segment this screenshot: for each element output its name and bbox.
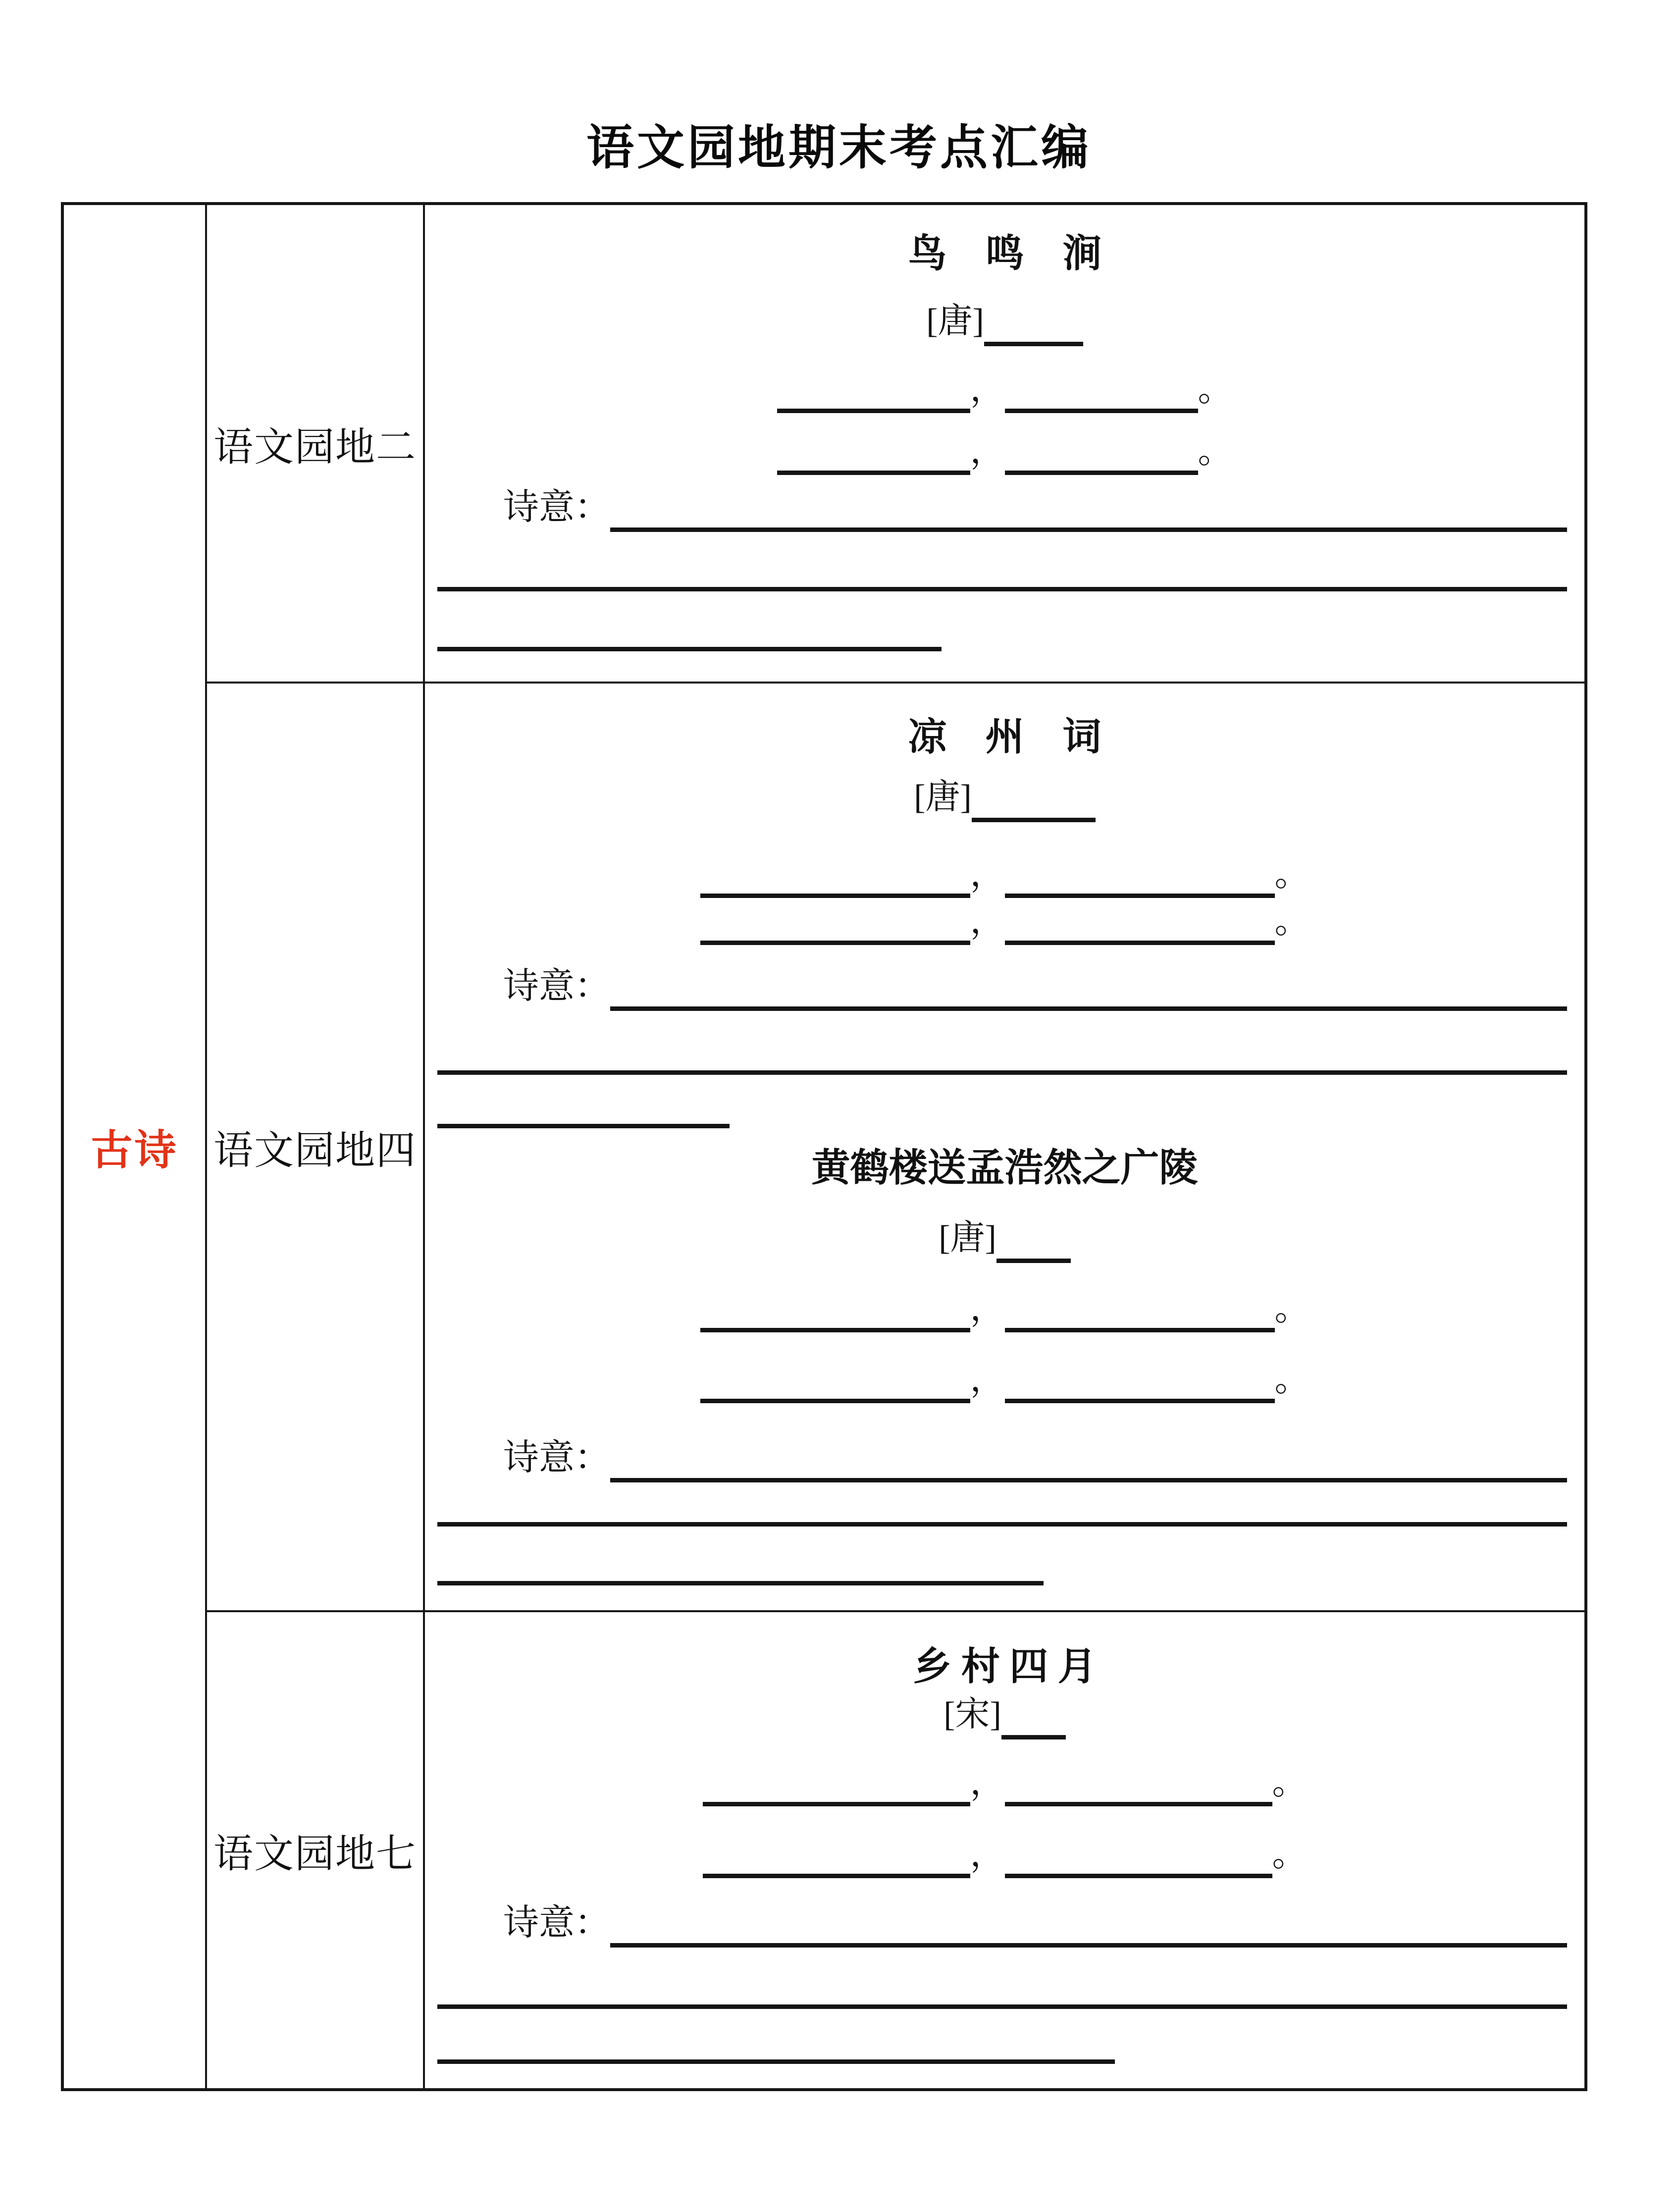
verse-line-2 — [425, 428, 1584, 475]
author-blank-field[interactable] — [996, 1228, 1071, 1263]
category-label: 古诗 — [91, 1127, 178, 1174]
verse-blank-field[interactable] — [700, 863, 970, 898]
verse-line-1 — [425, 1285, 1584, 1332]
answer-line-short[interactable] — [437, 1581, 1044, 1585]
meaning-blank-line[interactable] — [610, 1478, 1567, 1482]
period: 。 — [1274, 855, 1310, 894]
verse-line-1 — [425, 366, 1584, 413]
verse-line-1 — [425, 1759, 1584, 1806]
verse-blank-field[interactable] — [703, 1843, 970, 1878]
verse-blank-field[interactable] — [1005, 1771, 1272, 1806]
verse-blank-field[interactable] — [700, 1368, 970, 1403]
poem-author-line — [425, 773, 1584, 822]
answer-line-full[interactable] — [437, 1070, 1567, 1075]
poem-author-line — [425, 297, 1584, 346]
poem-title: 乡 村 四 月 — [913, 1645, 1097, 1688]
poem-title: 鸟 鸣 涧 — [908, 232, 1101, 275]
verse-blank-field[interactable] — [700, 1297, 970, 1332]
answer-line-full[interactable] — [437, 1522, 1567, 1527]
comma: ， — [970, 855, 1005, 894]
unit-cell-yuwenyuandi-7 — [207, 1612, 425, 2088]
meaning-label: 诗意： — [503, 966, 611, 1006]
verse-line-2 — [425, 1831, 1584, 1878]
author-blank-field[interactable] — [984, 311, 1083, 346]
comma: ， — [970, 370, 1005, 409]
comma: ， — [970, 902, 1005, 941]
poem-title: 黄鹤楼送孟浩然之广陵 — [811, 1146, 1198, 1189]
poem-title: 凉 州 词 — [908, 715, 1101, 758]
worksheet-table — [61, 202, 1587, 2091]
answer-line-short[interactable] — [437, 1124, 730, 1128]
dynasty-label: [唐] — [939, 1219, 996, 1257]
unit-cell-yuwenyuandi-2 — [207, 205, 425, 684]
comma: ， — [970, 1836, 1005, 1874]
poem-block-xiangcunsiyue — [425, 1643, 1584, 2064]
verse-blank-field[interactable] — [1005, 910, 1275, 945]
meaning-line — [425, 482, 1567, 532]
answer-line-short[interactable] — [437, 2059, 1115, 2064]
poem-block-huanghelou — [425, 1144, 1584, 1585]
meaning-line — [425, 1898, 1567, 1948]
content-cell-row1 — [425, 205, 1584, 684]
comma: ， — [970, 432, 1005, 471]
comma: ， — [970, 1290, 1005, 1328]
answer-line-short[interactable] — [437, 647, 942, 651]
page-title: 语文园地期末考点汇编 — [586, 121, 1092, 174]
author-blank-field[interactable] — [972, 787, 1096, 822]
meaning-label: 诗意： — [503, 487, 611, 527]
comma: ， — [970, 1764, 1005, 1802]
meaning-blank-line[interactable] — [610, 1006, 1567, 1011]
period: 。 — [1274, 902, 1310, 941]
verse-line-2 — [425, 898, 1584, 945]
meaning-label: 诗意： — [503, 1903, 611, 1943]
comma: ， — [970, 1361, 1005, 1399]
content-cell-row3 — [425, 1612, 1584, 2088]
verse-blank-field[interactable] — [1005, 1843, 1272, 1878]
meaning-blank-line[interactable] — [610, 1943, 1567, 1948]
verse-blank-field[interactable] — [777, 378, 970, 413]
verse-blank-field[interactable] — [1005, 440, 1198, 475]
category-cell — [64, 205, 207, 2088]
verse-blank-field[interactable] — [703, 1771, 970, 1806]
poem-author-line — [425, 1213, 1584, 1263]
verse-blank-field[interactable] — [1005, 863, 1275, 898]
period: 。 — [1198, 370, 1233, 409]
verse-blank-field[interactable] — [1005, 378, 1198, 413]
poem-author-line — [425, 1690, 1584, 1739]
verse-blank-field[interactable] — [700, 910, 970, 945]
period: 。 — [1274, 1290, 1310, 1328]
verse-blank-field[interactable] — [1005, 1368, 1275, 1403]
meaning-label: 诗意： — [503, 1438, 611, 1477]
period: 。 — [1198, 432, 1233, 471]
content-cell-row2 — [425, 684, 1584, 1612]
verse-line-2 — [425, 1356, 1584, 1403]
meaning-line — [425, 961, 1567, 1011]
unit-label: 语文园地七 — [213, 1833, 417, 1876]
verse-line-1 — [425, 851, 1584, 898]
unit-label: 语文园地二 — [213, 425, 417, 470]
meaning-blank-line[interactable] — [610, 527, 1567, 532]
poem-block-niaomingjian — [425, 230, 1584, 651]
meaning-line — [425, 1433, 1567, 1482]
answer-line-full[interactable] — [437, 587, 1567, 591]
period: 。 — [1272, 1764, 1307, 1802]
dynasty-label: [唐] — [926, 302, 984, 340]
period: 。 — [1274, 1361, 1310, 1399]
answer-line-full[interactable] — [437, 2004, 1567, 2009]
verse-blank-field[interactable] — [777, 440, 970, 475]
unit-cell-yuwenyuandi-4 — [207, 684, 425, 1612]
author-blank-field[interactable] — [1001, 1704, 1066, 1739]
dynasty-label: [宋] — [944, 1695, 1001, 1734]
poem-block-liangzhouci — [425, 713, 1584, 1128]
unit-label: 语文园地四 — [213, 1129, 417, 1173]
dynasty-label: [唐] — [914, 778, 972, 816]
period: 。 — [1272, 1836, 1307, 1874]
verse-blank-field[interactable] — [1005, 1297, 1275, 1332]
